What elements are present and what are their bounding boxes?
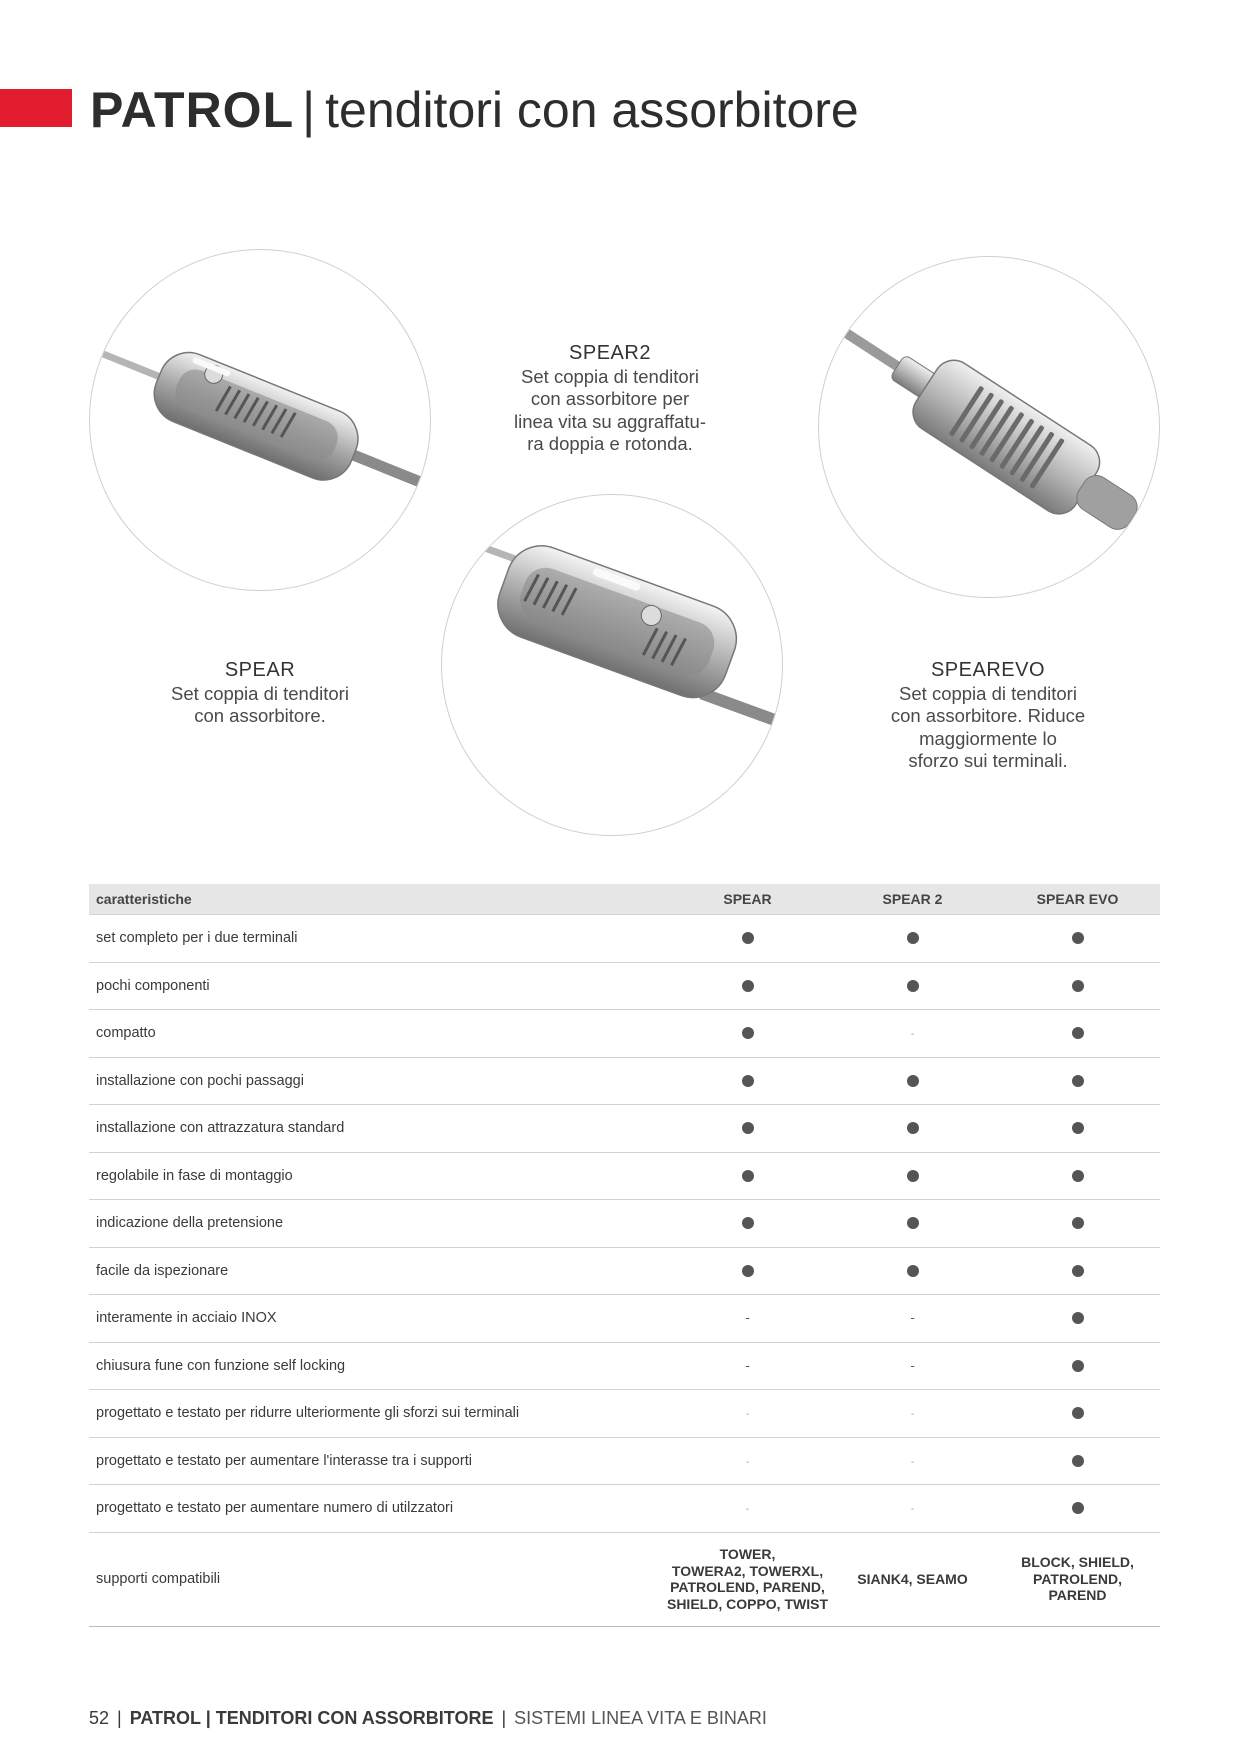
feature-label: pochi componenti	[89, 962, 665, 1010]
feature-cell	[665, 962, 830, 1010]
compat-cell	[665, 1532, 830, 1626]
spearevo-tensioner-illustration	[819, 257, 1159, 597]
header-accent-bar	[0, 89, 72, 127]
title-separator: |	[302, 82, 316, 138]
compat-value: TOWER, TOWERA2, TOWERXL, PATROLEND, PAREND, SHIELD, COPPO, TWIST	[666, 1546, 828, 1612]
not-included-dash: -	[745, 1357, 750, 1373]
feature-cell	[995, 1105, 1160, 1153]
included-dot-icon	[742, 1170, 754, 1182]
included-dot-icon	[742, 1122, 754, 1134]
table-row	[89, 1057, 1160, 1105]
included-dot-icon	[742, 1217, 754, 1229]
table-row	[89, 1010, 1160, 1058]
feature-cell	[830, 1485, 995, 1533]
feature-label: progettato e testato per aumentare l'interasse tra i supporti	[89, 1437, 665, 1485]
feature-cell	[830, 1342, 995, 1390]
spear-caption	[120, 659, 400, 728]
included-dot-icon	[1072, 1312, 1084, 1324]
spearevo-description: Set coppia di tenditori con assorbitore. Riduce maggiormente lo sforzo sui terminali.	[890, 682, 1086, 771]
included-dot-icon	[1072, 1265, 1084, 1277]
feature-label: regolabile in fase di montaggio	[89, 1152, 665, 1200]
page-footer	[89, 1708, 767, 1729]
page-number: 52	[89, 1708, 110, 1728]
spearevo-caption	[848, 659, 1128, 773]
table-row	[89, 1247, 1160, 1295]
included-dot-icon	[1072, 1217, 1084, 1229]
not-included-dash: -	[910, 1310, 915, 1326]
footer-section: PATROL | TENDITORI CON ASSORBITORE	[129, 1708, 494, 1728]
spear-name: SPEAR	[224, 659, 296, 681]
feature-cell	[665, 1437, 830, 1485]
compat-label: supporti compatibili	[89, 1532, 665, 1626]
spearevo-name: SPEAREVO	[930, 659, 1046, 681]
included-dot-icon	[907, 1265, 919, 1277]
footer-separator: |	[501, 1708, 507, 1728]
not-included-dash: -	[910, 1029, 915, 1041]
table-row	[89, 1200, 1160, 1248]
included-dot-icon	[742, 932, 754, 944]
feature-label: chiusura fune con funzione self locking	[89, 1342, 665, 1390]
feature-cell	[830, 915, 995, 963]
included-dot-icon	[742, 1265, 754, 1277]
feature-label: interamente in acciaio INOX	[89, 1295, 665, 1343]
feature-cell	[665, 1057, 830, 1105]
feature-cell	[830, 1200, 995, 1248]
included-dot-icon	[742, 1027, 754, 1039]
included-dot-icon	[907, 1170, 919, 1182]
feature-label: compatto	[89, 1010, 665, 1058]
table-row	[89, 1295, 1160, 1343]
feature-label: installazione con attrazzatura standard	[89, 1105, 665, 1153]
page-title	[90, 80, 859, 140]
feature-cell	[830, 1010, 995, 1058]
included-dot-icon	[1072, 1360, 1084, 1372]
feature-cell	[665, 1485, 830, 1533]
included-dot-icon	[1072, 1027, 1084, 1039]
feature-cell	[995, 1247, 1160, 1295]
feature-cell	[665, 915, 830, 963]
table-row	[89, 1485, 1160, 1533]
feature-cell	[995, 1152, 1160, 1200]
spear2-caption	[470, 342, 750, 456]
spear-product-image	[89, 249, 431, 591]
not-included-dash: -	[745, 1456, 750, 1468]
included-dot-icon	[907, 1075, 919, 1087]
feature-cell	[995, 1390, 1160, 1438]
spearevo-product-image	[818, 256, 1160, 598]
feature-cell	[830, 1247, 995, 1295]
feature-comparison-table	[89, 884, 1160, 1627]
header-spear2: SPEAR 2	[830, 884, 995, 915]
feature-cell	[665, 1342, 830, 1390]
title-brand: PATROL	[90, 82, 295, 138]
not-included-dash: -	[910, 1504, 915, 1516]
table-row	[89, 1390, 1160, 1438]
not-included-dash: -	[910, 1357, 915, 1373]
included-dot-icon	[1072, 932, 1084, 944]
feature-cell	[665, 1247, 830, 1295]
included-dot-icon	[1072, 1455, 1084, 1467]
table-row	[89, 1437, 1160, 1485]
feature-cell	[995, 1485, 1160, 1533]
spear2-name: SPEAR2	[569, 342, 651, 364]
feature-label: indicazione della pretensione	[89, 1200, 665, 1248]
included-dot-icon	[1072, 1407, 1084, 1419]
included-dot-icon	[1072, 1502, 1084, 1514]
feature-cell	[830, 1152, 995, 1200]
feature-cell	[665, 1152, 830, 1200]
not-included-dash: -	[910, 1409, 915, 1421]
feature-label: progettato e testato per ridurre ulteriormente gli sforzi sui terminali	[89, 1390, 665, 1438]
not-included-dash: -	[745, 1504, 750, 1516]
footer-separator: |	[117, 1708, 122, 1728]
spear2-product-image	[441, 494, 783, 836]
feature-cell	[995, 1200, 1160, 1248]
title-subtitle: tenditori con assorbitore	[325, 82, 859, 138]
included-dot-icon	[1072, 1075, 1084, 1087]
compat-value: SIANK4, SEAMO	[857, 1570, 968, 1587]
compat-cell	[995, 1532, 1160, 1626]
feature-cell	[665, 1390, 830, 1438]
included-dot-icon	[907, 932, 919, 944]
spear-description: Set coppia di tenditori con assorbitore.	[171, 682, 349, 726]
included-dot-icon	[742, 980, 754, 992]
feature-label: facile da ispezionare	[89, 1247, 665, 1295]
included-dot-icon	[1072, 1170, 1084, 1182]
table-header-row	[89, 884, 1160, 915]
spear2-description: Set coppia di tenditori con assorbitore per linea vita su aggraffatu- ra doppia e rotonda.	[514, 365, 706, 454]
included-dot-icon	[907, 980, 919, 992]
feature-cell	[830, 1105, 995, 1153]
footer-catalog: SISTEMI LINEA VITA E BINARI	[514, 1708, 767, 1728]
feature-cell	[995, 1057, 1160, 1105]
feature-cell	[830, 1390, 995, 1438]
table-row	[89, 1342, 1160, 1390]
compat-cell	[830, 1532, 995, 1626]
table-row	[89, 1105, 1160, 1153]
included-dot-icon	[907, 1217, 919, 1229]
table-body	[89, 915, 1160, 1627]
feature-cell	[830, 962, 995, 1010]
spear-tensioner-illustration	[90, 250, 430, 590]
table-row	[89, 962, 1160, 1010]
feature-cell	[995, 915, 1160, 963]
header-features: caratteristiche	[89, 884, 665, 915]
not-included-dash: -	[745, 1409, 750, 1421]
not-included-dash: -	[745, 1310, 750, 1326]
feature-label: set completo per i due terminali	[89, 915, 665, 963]
compat-value: BLOCK, SHIELD, PATROLEND, PAREND	[1021, 1554, 1134, 1604]
feature-cell	[665, 1010, 830, 1058]
included-dot-icon	[742, 1075, 754, 1087]
feature-cell	[995, 1010, 1160, 1058]
feature-cell	[665, 1200, 830, 1248]
feature-cell	[665, 1105, 830, 1153]
included-dot-icon	[1072, 1122, 1084, 1134]
feature-cell	[995, 1295, 1160, 1343]
not-included-dash: -	[910, 1456, 915, 1468]
header-spear: SPEAR	[665, 884, 830, 915]
feature-cell	[995, 1342, 1160, 1390]
table-row	[89, 915, 1160, 963]
table-row	[89, 1152, 1160, 1200]
feature-label: progettato e testato per aumentare numero di utilzzatori	[89, 1485, 665, 1533]
feature-cell	[830, 1295, 995, 1343]
feature-cell	[995, 1437, 1160, 1485]
included-dot-icon	[1072, 980, 1084, 992]
compatible-supports-row	[89, 1532, 1160, 1626]
feature-label: installazione con pochi passaggi	[89, 1057, 665, 1105]
header-spearevo: SPEAR EVO	[995, 884, 1160, 915]
feature-cell	[665, 1295, 830, 1343]
included-dot-icon	[907, 1122, 919, 1134]
feature-cell	[995, 962, 1160, 1010]
spear2-tensioner-illustration	[442, 495, 782, 835]
feature-cell	[830, 1057, 995, 1105]
feature-cell	[830, 1437, 995, 1485]
